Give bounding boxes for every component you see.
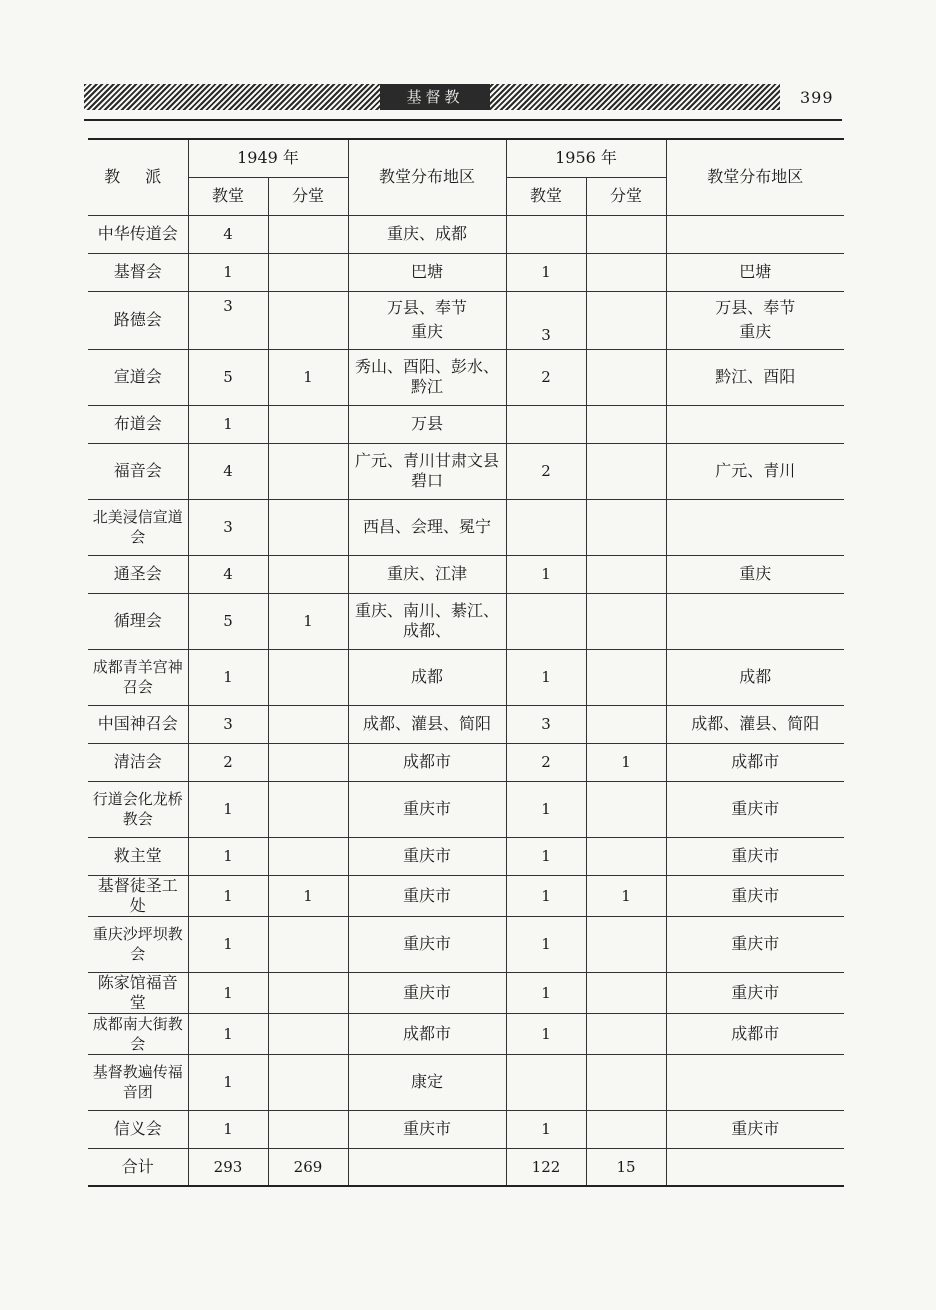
region-1956 [666, 593, 844, 649]
branch-church-1956 [586, 705, 666, 743]
main-church-1956: 1 [506, 1013, 586, 1054]
main-church-1949: 1 [188, 253, 268, 291]
region-1949: 重庆市 [348, 837, 506, 875]
main-church-1956: 1 [506, 781, 586, 837]
main-church-1949: 1 [188, 649, 268, 705]
region-1956: 重庆市 [666, 972, 844, 1013]
branch-church-1956 [586, 291, 666, 349]
branch-church-1956 [586, 1110, 666, 1148]
region-1956: 重庆 [666, 555, 844, 593]
region-1956: 巴塘 [666, 253, 844, 291]
main-church-1949: 1 [188, 972, 268, 1013]
region-1949 [348, 291, 506, 349]
table-row [88, 875, 844, 916]
sect-name-cell: 成都南大街教会 [88, 1013, 188, 1054]
table-row [88, 781, 844, 837]
branch-church-1949 [268, 291, 348, 349]
region-1956 [666, 1054, 844, 1110]
region-1949: 成都、灌县、简阳 [348, 705, 506, 743]
main-church-1956 [506, 499, 586, 555]
branch-church-1949 [268, 555, 348, 593]
table-row [88, 349, 844, 405]
region-1949: 秀山、酉阳、彭水、黔江 [348, 349, 506, 405]
region-1949: 西昌、会理、冕宁 [348, 499, 506, 555]
region-1949: 成都 [348, 649, 506, 705]
header-branch-1949: 分堂 [268, 177, 348, 215]
main-church-1949: 1 [188, 1110, 268, 1148]
table-row [88, 972, 844, 1013]
main-church-1949: 1 [188, 837, 268, 875]
main-church-1949: 4 [188, 215, 268, 253]
main-church-1949: 2 [188, 743, 268, 781]
sect-name-cell: 循理会 [88, 593, 188, 649]
branch-church-1949: 1 [268, 349, 348, 405]
sect-name-cell: 福音会 [88, 443, 188, 499]
region-1949: 成都市 [348, 1013, 506, 1054]
main-church-1949: 3 [188, 705, 268, 743]
region-1949: 重庆、成都 [348, 215, 506, 253]
branch-church-1949 [268, 781, 348, 837]
region-1956 [666, 499, 844, 555]
region-1956: 重庆市 [666, 781, 844, 837]
region-1956 [666, 291, 844, 349]
region-1956: 重庆市 [666, 916, 844, 972]
branch-church-1949 [268, 916, 348, 972]
total-label: 合计 [88, 1148, 188, 1186]
branch-church-1949 [268, 443, 348, 499]
main-church-1949: 5 [188, 593, 268, 649]
main-church-1949: 1 [188, 875, 268, 916]
main-church-1956: 1 [506, 972, 586, 1013]
table-row [88, 499, 844, 555]
branch-church-1956 [586, 443, 666, 499]
main-church-1956: 1 [506, 555, 586, 593]
region-1949: 重庆市 [348, 875, 506, 916]
main-church-1956: 2 [506, 443, 586, 499]
branch-church-1956 [586, 781, 666, 837]
main-church-1956: 2 [506, 349, 586, 405]
sect-name-cell: 行道会化龙桥教会 [88, 781, 188, 837]
sect-name-cell: 北美浸信宣道会 [88, 499, 188, 555]
branch-church-1956 [586, 649, 666, 705]
region-1956: 黔江、酉阳 [666, 349, 844, 405]
region-1949: 成都市 [348, 743, 506, 781]
branch-church-1956 [586, 837, 666, 875]
header-sect: 教 派 [88, 139, 188, 215]
branch-church-1949 [268, 1054, 348, 1110]
region-1949-line1: 万县、奉节 [386, 298, 467, 317]
header-region-1949: 教堂分布地区 [348, 139, 506, 215]
main-church-1949: 1 [188, 1013, 268, 1054]
table-row [88, 1110, 844, 1148]
branch-church-1949 [268, 649, 348, 705]
total-branch-1949: 269 [268, 1148, 348, 1186]
region-1949-line2: 重庆 [410, 322, 443, 341]
table-row [88, 649, 844, 705]
table-row [88, 1054, 844, 1110]
main-church-1949: 1 [188, 1054, 268, 1110]
region-1956: 成都、灌县、简阳 [666, 705, 844, 743]
main-church-1949: 1 [188, 405, 268, 443]
table-row [88, 443, 844, 499]
branch-church-1956 [586, 349, 666, 405]
region-1956: 重庆市 [666, 1110, 844, 1148]
main-church-1949: 4 [188, 443, 268, 499]
region-1949: 广元、青川甘肃文县碧口 [348, 443, 506, 499]
main-church-1956: 1 [506, 916, 586, 972]
main-church-1956: 1 [506, 837, 586, 875]
region-1956: 重庆市 [666, 837, 844, 875]
table-row [88, 743, 844, 781]
table-row [88, 405, 844, 443]
main-church-1956: 3 [506, 705, 586, 743]
main-church-1956: 1 [506, 875, 586, 916]
main-church-1949: 5 [188, 349, 268, 405]
region-1949: 重庆市 [348, 1110, 506, 1148]
branch-church-1956 [586, 916, 666, 972]
region-1949: 重庆市 [348, 972, 506, 1013]
sect-name-cell: 基督徒圣工处 [88, 875, 188, 916]
main-church-1956 [506, 593, 586, 649]
sect-name-cell: 陈家馆福音堂 [88, 972, 188, 1013]
main-church-1956: 2 [506, 743, 586, 781]
region-1956 [666, 405, 844, 443]
main-church-1956 [506, 215, 586, 253]
branch-church-1949: 1 [268, 593, 348, 649]
branch-church-1956 [586, 593, 666, 649]
total-branch-1956: 15 [586, 1148, 666, 1186]
region-1956: 广元、青川 [666, 443, 844, 499]
branch-church-1956 [586, 499, 666, 555]
main-church-1956: 1 [506, 1110, 586, 1148]
branch-church-1949 [268, 972, 348, 1013]
region-1956: 重庆市 [666, 875, 844, 916]
branch-church-1949: 1 [268, 875, 348, 916]
table-row [88, 705, 844, 743]
table-row [88, 1013, 844, 1054]
sect-name-cell: 重庆沙坪坝教会 [88, 916, 188, 972]
sect-name-cell: 基督会 [88, 253, 188, 291]
table-row [88, 291, 844, 349]
region-1956-line2: 重庆 [739, 322, 772, 341]
total-main-1949: 293 [188, 1148, 268, 1186]
region-1956: 成都市 [666, 743, 844, 781]
region-1949: 重庆市 [348, 781, 506, 837]
table-row [88, 837, 844, 875]
main-church-1956 [506, 1054, 586, 1110]
total-main-1956: 122 [506, 1148, 586, 1186]
sect-name-cell: 成都青羊宫神召会 [88, 649, 188, 705]
sect-name-cell: 中华传道会 [88, 215, 188, 253]
region-1956 [666, 215, 844, 253]
branch-church-1956 [586, 253, 666, 291]
main-church-1956 [506, 405, 586, 443]
main-church-1949: 1 [188, 916, 268, 972]
branch-church-1949 [268, 253, 348, 291]
sect-name-cell: 中国神召会 [88, 705, 188, 743]
main-church-1949: 4 [188, 555, 268, 593]
header-main-1956: 教堂 [506, 177, 586, 215]
total-row [88, 1148, 844, 1186]
main-church-1949: 3 [188, 499, 268, 555]
main-church-1949: 3 [188, 291, 268, 349]
region-1956-line1: 万县、奉节 [715, 298, 796, 317]
branch-church-1949 [268, 743, 348, 781]
branch-church-1956 [586, 1054, 666, 1110]
main-church-1949: 1 [188, 781, 268, 837]
header-region-1956: 教堂分布地区 [666, 139, 844, 215]
region-1949: 重庆市 [348, 916, 506, 972]
sect-name-cell: 救主堂 [88, 837, 188, 875]
header-branch-1956: 分堂 [586, 177, 666, 215]
branch-church-1956 [586, 215, 666, 253]
branch-church-1956 [586, 405, 666, 443]
branch-church-1956: 1 [586, 875, 666, 916]
sect-name-cell: 清洁会 [88, 743, 188, 781]
sect-name-cell: 通圣会 [88, 555, 188, 593]
header-year-1949: 1949 年 [188, 139, 348, 177]
branch-church-1949 [268, 705, 348, 743]
sect-name-cell: 宣道会 [88, 349, 188, 405]
header-year-1956: 1956 年 [506, 139, 666, 177]
total-region-1949 [348, 1148, 506, 1186]
branch-church-1949 [268, 1110, 348, 1148]
region-1949: 万县 [348, 405, 506, 443]
region-1956: 成都市 [666, 1013, 844, 1054]
running-header-title: 基督教 [380, 84, 490, 110]
sect-name-cell: 布道会 [88, 405, 188, 443]
table-row [88, 215, 844, 253]
branch-church-1949 [268, 405, 348, 443]
branch-church-1949 [268, 499, 348, 555]
region-1949: 重庆、江津 [348, 555, 506, 593]
branch-church-1956: 1 [586, 743, 666, 781]
region-1949: 巴塘 [348, 253, 506, 291]
branch-church-1956 [586, 555, 666, 593]
sect-name-cell: 信义会 [88, 1110, 188, 1148]
main-church-1956: 1 [506, 649, 586, 705]
table-row [88, 253, 844, 291]
main-church-1956: 1 [506, 253, 586, 291]
branch-church-1949 [268, 1013, 348, 1054]
church-table [88, 138, 844, 1187]
main-church-1956: 3 [506, 291, 586, 349]
branch-church-1956 [586, 972, 666, 1013]
table-row [88, 555, 844, 593]
region-1956: 成都 [666, 649, 844, 705]
table-row [88, 593, 844, 649]
region-1949: 重庆、南川、綦江、成都、 [348, 593, 506, 649]
total-region-1956 [666, 1148, 844, 1186]
page-number: 399 [800, 88, 834, 107]
branch-church-1956 [586, 1013, 666, 1054]
table-row [88, 916, 844, 972]
branch-church-1949 [268, 837, 348, 875]
branch-church-1949 [268, 215, 348, 253]
header-main-1949: 教堂 [188, 177, 268, 215]
region-1949: 康定 [348, 1054, 506, 1110]
top-rule [84, 119, 842, 121]
sect-name-cell: 基督教遍传福音团 [88, 1054, 188, 1110]
sect-name-cell: 路德会 [88, 291, 188, 349]
